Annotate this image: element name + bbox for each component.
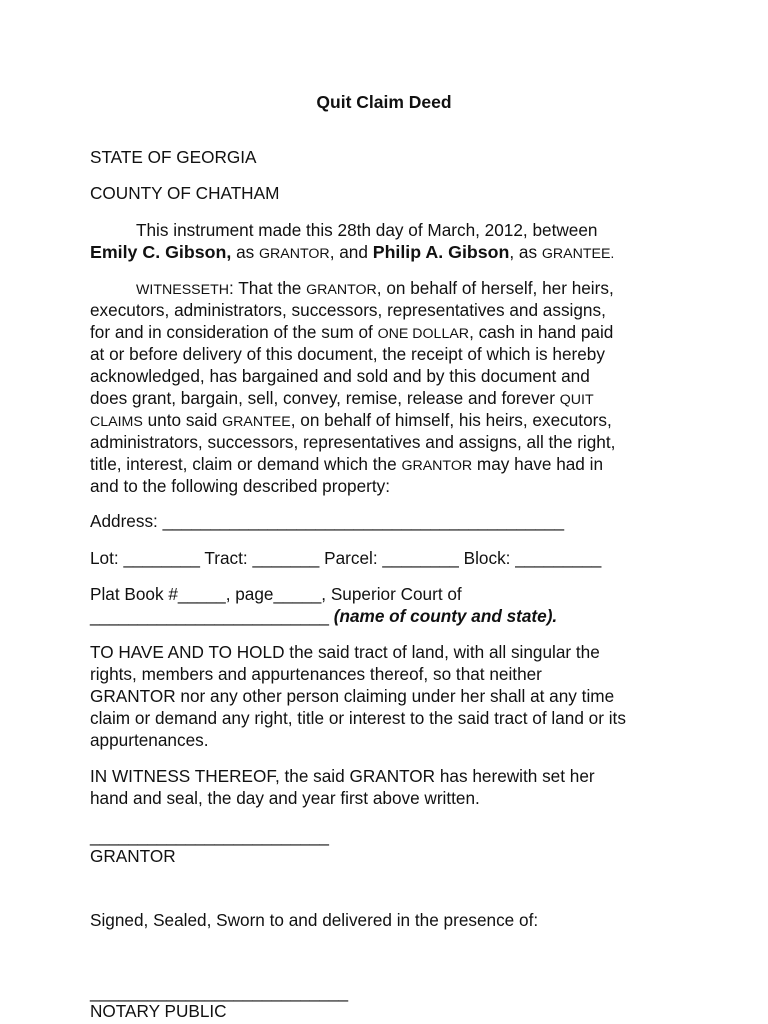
witnesseth-text: , on behalf of herself, her heirs,: [376, 278, 614, 298]
habendum-line-2: rights, members and appurtenances thereof, so that neither: [90, 664, 542, 684]
intro-text: , and: [329, 242, 373, 262]
witnesseth-line-6: [90, 388, 594, 411]
address-field: Address: __________________________________________: [90, 511, 565, 531]
plat-book-field: Plat Book #_____, page_____, Superior Court of: [90, 584, 462, 604]
witnesseth-text: does grant, bargain, sell, convey, remise, release and forever: [90, 388, 560, 408]
grantor-word: GRANTOR: [401, 458, 473, 474]
habendum-line-4: claim or demand any right, title or interest to the said tract of land or its: [90, 708, 626, 728]
grantee-word: GRANTEE.: [541, 246, 615, 262]
witnesseth-text: unto said: [142, 410, 223, 430]
intro-text: as: [231, 242, 259, 262]
witnesseth-line-8: administrators, successors, representatives and assigns, all the right,: [90, 432, 616, 452]
grantee-word: GRANTEE: [222, 414, 291, 430]
claims-word: CLAIMS: [90, 414, 143, 430]
county-line: COUNTY OF CHATHAM: [90, 183, 280, 203]
habendum-line-5: appurtenances.: [90, 730, 209, 750]
witnesseth-line-7: [90, 410, 612, 433]
witnesseth-line-3: [90, 322, 613, 345]
grantor-word: GRANTOR: [306, 282, 377, 298]
habendum-line-1: TO HAVE AND TO HOLD the said tract of land, with all singular the: [90, 642, 600, 662]
superior-court-field: [90, 606, 557, 627]
witnesseth-text: : That the: [229, 278, 307, 298]
witnesseth-text: may have had in: [472, 454, 604, 474]
notary-signature-label: NOTARY PUBLIC: [90, 1001, 227, 1021]
quit-word: QUIT: [559, 392, 594, 408]
document-title: Quit Claim Deed: [316, 92, 452, 112]
notary-signature-line: ___________________________: [90, 982, 349, 1002]
witnesseth-text: title, interest, claim or demand which the: [90, 454, 402, 474]
witnesseth-line-5: acknowledged, has bargained and sold and by this document and: [90, 366, 590, 386]
witnesseth-line-4: at or before delivery of this document, the receipt of which is hereby: [90, 344, 605, 364]
witnesseth-text: for and in consideration of the sum of: [90, 322, 378, 342]
intro-line-2: [90, 242, 614, 265]
grantor-signature-line: _________________________: [90, 826, 329, 846]
one-dollar: ONE DOLLAR: [377, 326, 470, 342]
intro-text: , as: [509, 242, 542, 262]
grantor-word: GRANTOR: [259, 246, 330, 262]
grantor-signature-label: GRANTOR: [90, 846, 176, 866]
grantee-name: Philip A. Gibson: [372, 242, 510, 262]
witnesseth-text: , cash in hand paid: [469, 322, 614, 342]
habendum-line-3: GRANTOR nor any other person claiming under her shall at any time: [90, 686, 615, 706]
witnesseth-line-9: [90, 454, 603, 477]
witness-clause-line-1: IN WITNESS THEREOF, the said GRANTOR has herewith set her: [90, 766, 595, 786]
witnesseth-line-1: [136, 278, 614, 301]
witnesseth-word: WITNESSETH: [136, 282, 230, 298]
court-blank: _________________________: [90, 606, 334, 626]
court-hint: (name of county and state).: [333, 606, 558, 626]
grantor-name: Emily C. Gibson,: [90, 242, 232, 262]
witnesseth-text: , on behalf of himself, his heirs, executors,: [290, 410, 612, 430]
lot-tract-parcel-block-fields: Lot: ________ Tract: _______ Parcel: ________ Block: _________: [90, 548, 602, 568]
state-line: STATE OF GEORGIA: [90, 147, 257, 167]
presence-statement: Signed, Sealed, Sworn to and delivered in the presence of:: [90, 910, 539, 930]
witnesseth-line-2: executors, administrators, successors, representatives and assigns,: [90, 300, 606, 320]
witness-clause-line-2: hand and seal, the day and year first above written.: [90, 788, 480, 808]
intro-line-1: This instrument made this 28th day of March, 2012, between: [136, 220, 598, 240]
witnesseth-line-10: and to the following described property:: [90, 476, 391, 496]
